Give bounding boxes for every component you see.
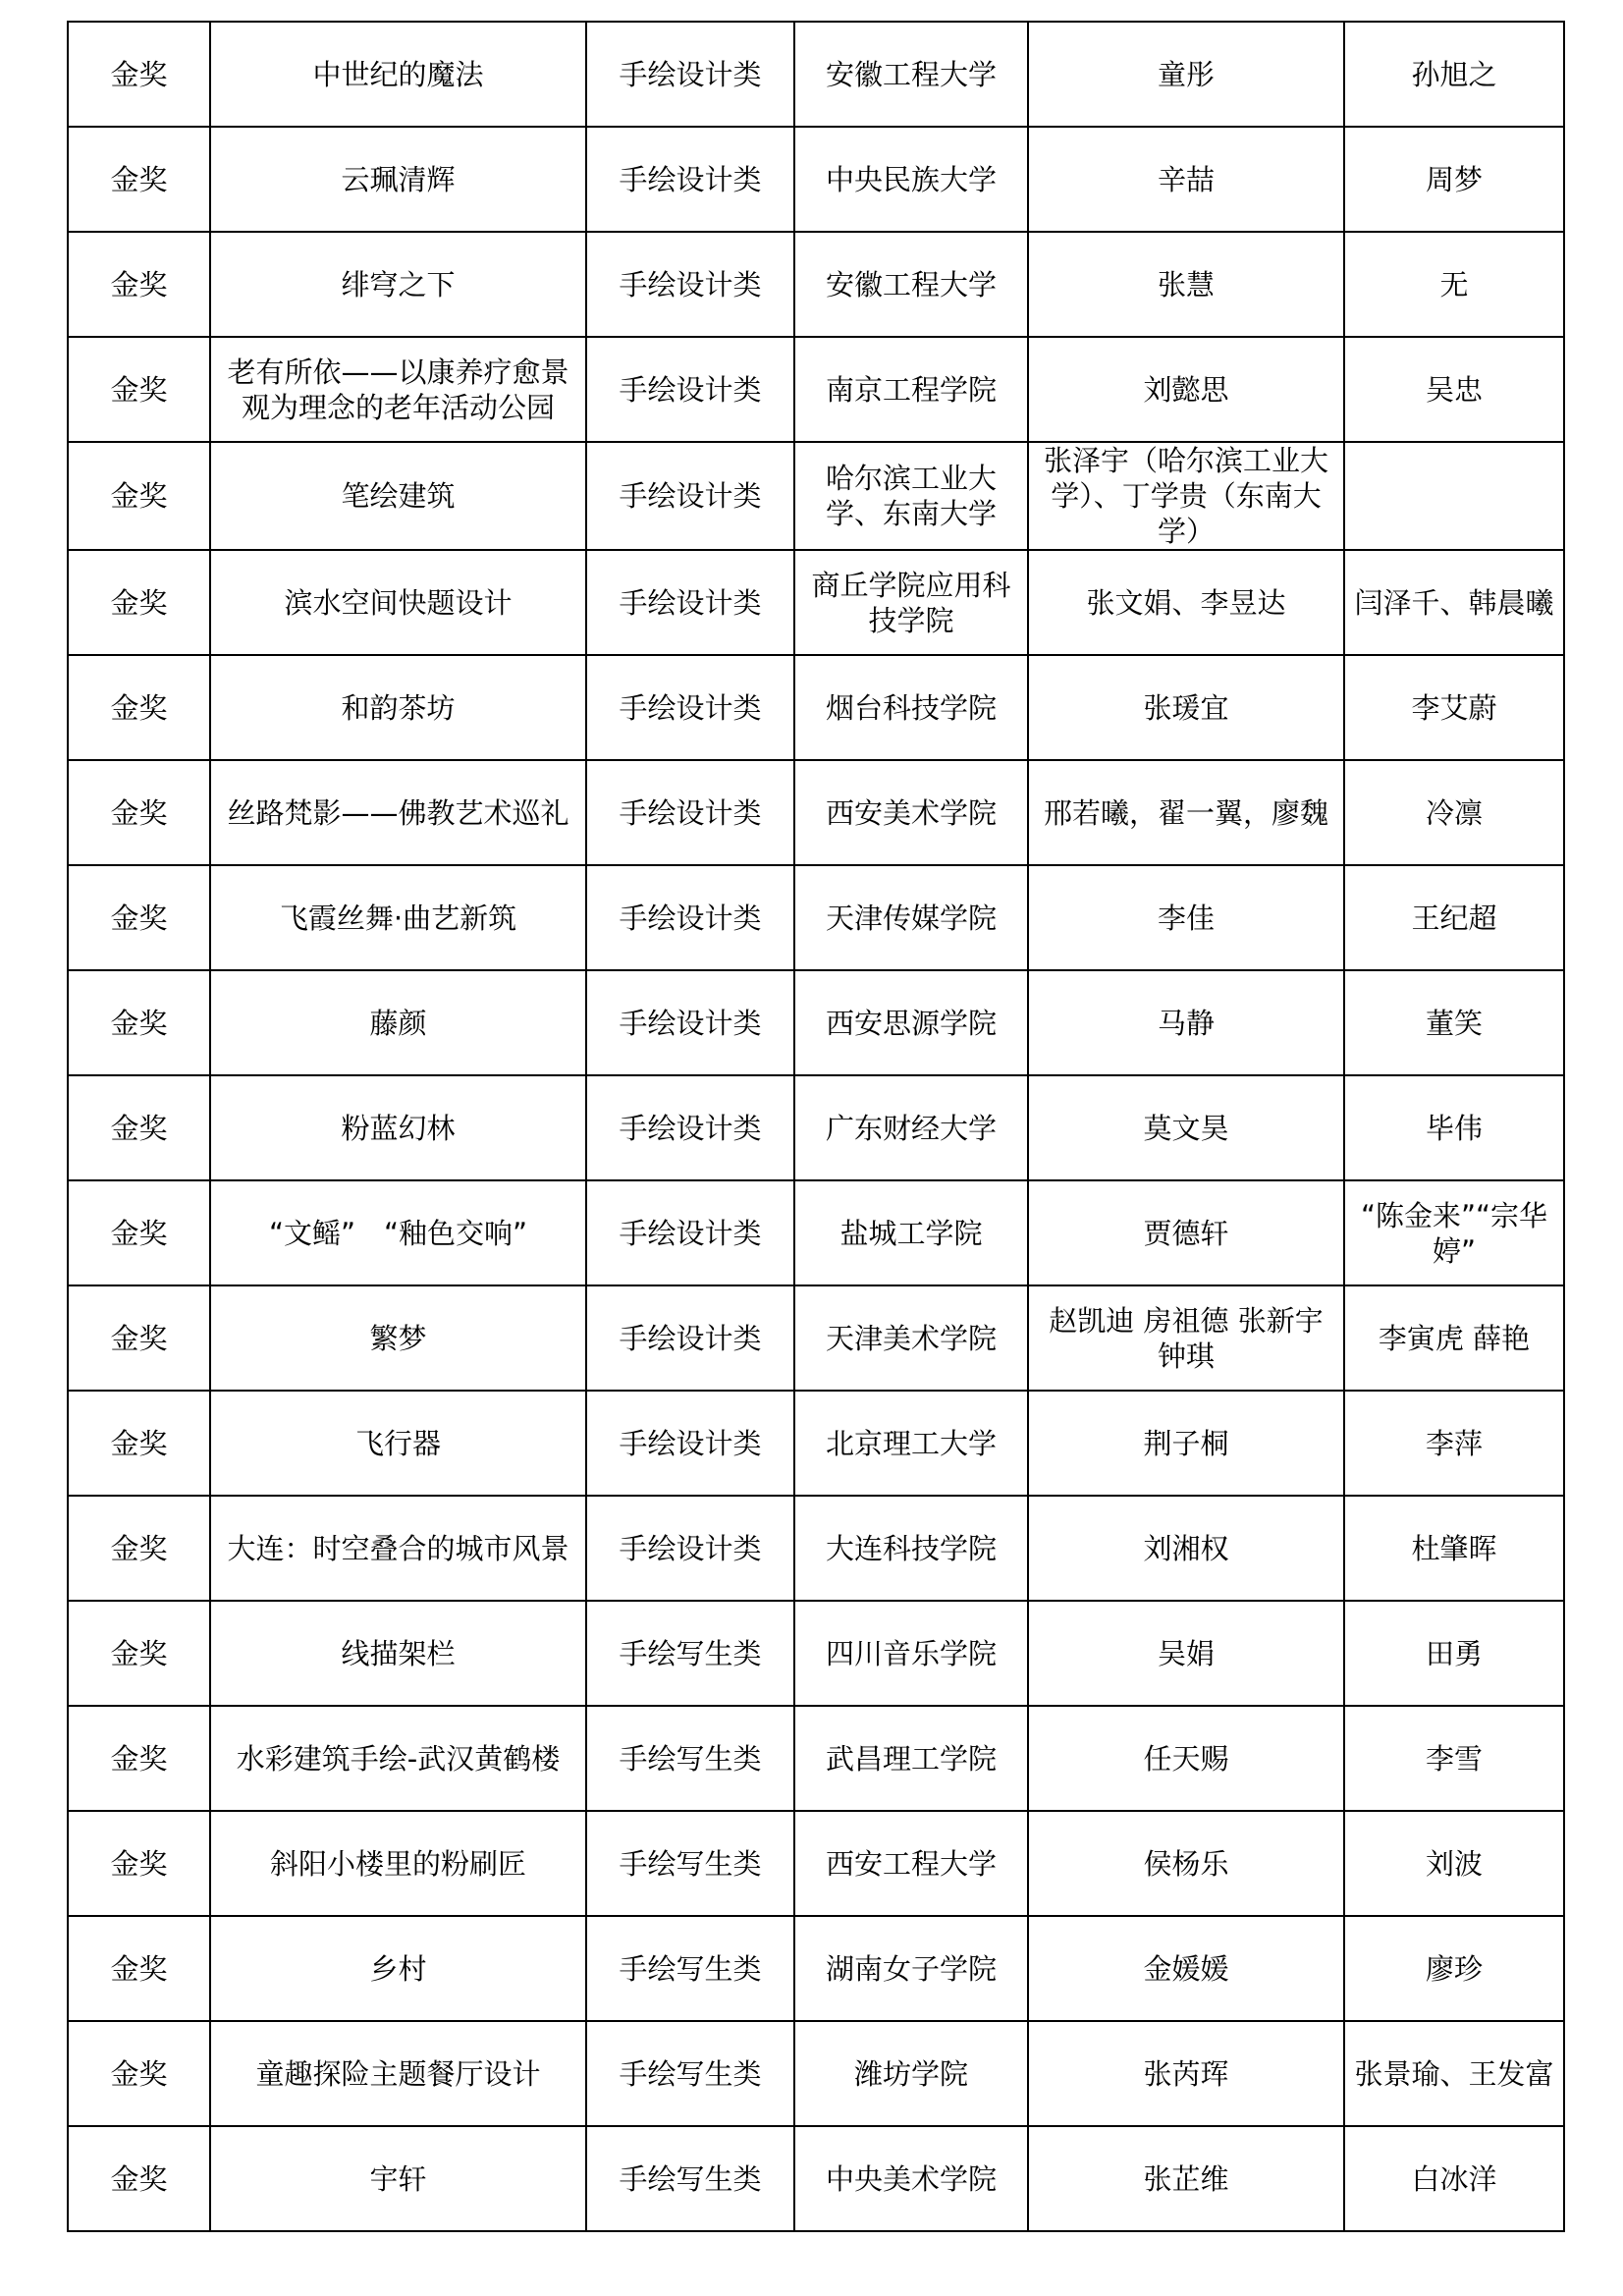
category-cell: 手绘写生类 [586, 1811, 794, 1916]
teacher-cell: 李艾蔚 [1344, 655, 1564, 760]
award-cell: 金奖 [68, 760, 210, 865]
school-cell: 西安工程大学 [794, 1811, 1028, 1916]
title-cell: 线描架栏 [210, 1601, 586, 1706]
teacher-cell: 李萍 [1344, 1391, 1564, 1496]
school-cell: 四川音乐学院 [794, 1601, 1028, 1706]
table-row [68, 1180, 1564, 1285]
teacher-cell: 周梦 [1344, 127, 1564, 232]
teacher-cell: 冷凛 [1344, 760, 1564, 865]
table-row [68, 1075, 1564, 1180]
award-cell: 金奖 [68, 1075, 210, 1180]
category-cell: 手绘设计类 [586, 1180, 794, 1285]
title-cell: 云珮清辉 [210, 127, 586, 232]
table-row [68, 22, 1564, 127]
table-row [68, 550, 1564, 655]
teacher-cell: 白冰洋 [1344, 2126, 1564, 2231]
teacher-cell: 孙旭之 [1344, 22, 1564, 127]
category-cell: 手绘设计类 [586, 337, 794, 442]
award-cell: 金奖 [68, 655, 210, 760]
award-cell: 金奖 [68, 1916, 210, 2021]
award-cell: 金奖 [68, 1285, 210, 1391]
award-cell: 金奖 [68, 865, 210, 970]
table-row [68, 1706, 1564, 1811]
title-cell: 繁梦 [210, 1285, 586, 1391]
title-cell: 滨水空间快题设计 [210, 550, 586, 655]
table-row [68, 760, 1564, 865]
table-row [68, 2126, 1564, 2231]
title-cell: 笔绘建筑 [210, 442, 586, 550]
school-cell: 武昌理工学院 [794, 1706, 1028, 1811]
category-cell: 手绘设计类 [586, 550, 794, 655]
school-cell: 天津传媒学院 [794, 865, 1028, 970]
school-cell: 北京理工大学 [794, 1391, 1028, 1496]
school-cell: 哈尔滨工业大学、东南大学 [794, 442, 1028, 550]
student-cell: 童彤 [1028, 22, 1344, 127]
category-cell: 手绘设计类 [586, 1285, 794, 1391]
student-cell: 张芷维 [1028, 2126, 1344, 2231]
table-row [68, 1496, 1564, 1601]
teacher-cell: 董笑 [1344, 970, 1564, 1075]
category-cell: 手绘设计类 [586, 1075, 794, 1180]
teacher-cell: 王纪超 [1344, 865, 1564, 970]
student-cell: 张泽宇（哈尔滨工业大学）、丁学贵（东南大学） [1028, 442, 1344, 550]
category-cell: 手绘写生类 [586, 2126, 794, 2231]
student-cell: 刘湘权 [1028, 1496, 1344, 1601]
category-cell: 手绘设计类 [586, 865, 794, 970]
student-cell: 张瑗宜 [1028, 655, 1344, 760]
school-cell: 西安思源学院 [794, 970, 1028, 1075]
school-cell: 南京工程学院 [794, 337, 1028, 442]
school-cell: 安徽工程大学 [794, 22, 1028, 127]
award-cell: 金奖 [68, 2126, 210, 2231]
award-cell: 金奖 [68, 232, 210, 337]
title-cell: 丝路梵影——佛教艺术巡礼 [210, 760, 586, 865]
table-row [68, 442, 1564, 550]
title-cell: 和韵茶坊 [210, 655, 586, 760]
table-row [68, 970, 1564, 1075]
award-cell: 金奖 [68, 550, 210, 655]
teacher-cell: 李雪 [1344, 1706, 1564, 1811]
award-cell: 金奖 [68, 1601, 210, 1706]
award-cell: 金奖 [68, 127, 210, 232]
table-row [68, 655, 1564, 760]
student-cell: 吴娟 [1028, 1601, 1344, 1706]
title-cell: 宇轩 [210, 2126, 586, 2231]
student-cell: 张芮珲 [1028, 2021, 1344, 2126]
title-cell: 大连：时空叠合的城市风景 [210, 1496, 586, 1601]
title-cell: 飞行器 [210, 1391, 586, 1496]
school-cell: 大连科技学院 [794, 1496, 1028, 1601]
teacher-cell: 杜肇晖 [1344, 1496, 1564, 1601]
award-cell: 金奖 [68, 1180, 210, 1285]
student-cell: 荆子桐 [1028, 1391, 1344, 1496]
award-list-table [67, 21, 1565, 2232]
table-row [68, 1285, 1564, 1391]
table-row [68, 232, 1564, 337]
school-cell: 烟台科技学院 [794, 655, 1028, 760]
student-cell: 张文娟、李昱达 [1028, 550, 1344, 655]
category-cell: 手绘设计类 [586, 22, 794, 127]
teacher-cell [1344, 442, 1564, 550]
title-cell: 粉蓝幻林 [210, 1075, 586, 1180]
teacher-cell: 闫泽千、韩晨曦 [1344, 550, 1564, 655]
title-cell: 水彩建筑手绘-武汉黄鹤楼 [210, 1706, 586, 1811]
student-cell: 刘懿思 [1028, 337, 1344, 442]
award-cell: 金奖 [68, 337, 210, 442]
school-cell: 商丘学院应用科技学院 [794, 550, 1028, 655]
student-cell: 李佳 [1028, 865, 1344, 970]
title-cell: 藤颜 [210, 970, 586, 1075]
student-cell: 金媛媛 [1028, 1916, 1344, 2021]
award-table-body [68, 22, 1564, 2231]
teacher-cell: 廖珍 [1344, 1916, 1564, 2021]
teacher-cell: 无 [1344, 232, 1564, 337]
category-cell: 手绘设计类 [586, 1496, 794, 1601]
school-cell: 中央民族大学 [794, 127, 1028, 232]
category-cell: 手绘设计类 [586, 442, 794, 550]
category-cell: 手绘设计类 [586, 655, 794, 760]
student-cell: 侯杨乐 [1028, 1811, 1344, 1916]
student-cell: 马静 [1028, 970, 1344, 1075]
title-cell: “文鳐” “釉色交响” [210, 1180, 586, 1285]
table-row [68, 865, 1564, 970]
title-cell: 童趣探险主题餐厅设计 [210, 2021, 586, 2126]
award-cell: 金奖 [68, 442, 210, 550]
table-row [68, 1916, 1564, 2021]
award-cell: 金奖 [68, 1811, 210, 1916]
category-cell: 手绘设计类 [586, 1391, 794, 1496]
school-cell: 湖南女子学院 [794, 1916, 1028, 2021]
award-cell: 金奖 [68, 1706, 210, 1811]
table-row [68, 1811, 1564, 1916]
school-cell: 中央美术学院 [794, 2126, 1028, 2231]
school-cell: 广东财经大学 [794, 1075, 1028, 1180]
title-cell: 乡村 [210, 1916, 586, 2021]
category-cell: 手绘写生类 [586, 1706, 794, 1811]
student-cell: 辛喆 [1028, 127, 1344, 232]
table-row [68, 2021, 1564, 2126]
title-cell: 斜阳小楼里的粉刷匠 [210, 1811, 586, 1916]
table-row [68, 1391, 1564, 1496]
student-cell: 贾德轩 [1028, 1180, 1344, 1285]
teacher-cell: “陈金来”“宗华婷” [1344, 1180, 1564, 1285]
title-cell: 绯穹之下 [210, 232, 586, 337]
teacher-cell: 毕伟 [1344, 1075, 1564, 1180]
student-cell: 赵凯迪 房祖德 张新宇 钟琪 [1028, 1285, 1344, 1391]
teacher-cell: 刘波 [1344, 1811, 1564, 1916]
category-cell: 手绘写生类 [586, 2021, 794, 2126]
title-cell: 中世纪的魔法 [210, 22, 586, 127]
title-cell: 老有所依——以康养疗愈景观为理念的老年活动公园 [210, 337, 586, 442]
award-cell: 金奖 [68, 1391, 210, 1496]
award-cell: 金奖 [68, 970, 210, 1075]
student-cell: 邢若曦，翟一翼，廖魏 [1028, 760, 1344, 865]
category-cell: 手绘设计类 [586, 232, 794, 337]
award-cell: 金奖 [68, 22, 210, 127]
teacher-cell: 田勇 [1344, 1601, 1564, 1706]
award-cell: 金奖 [68, 1496, 210, 1601]
table-row [68, 337, 1564, 442]
school-cell: 潍坊学院 [794, 2021, 1028, 2126]
category-cell: 手绘写生类 [586, 1916, 794, 2021]
category-cell: 手绘写生类 [586, 1601, 794, 1706]
school-cell: 天津美术学院 [794, 1285, 1028, 1391]
student-cell: 莫文昊 [1028, 1075, 1344, 1180]
teacher-cell: 张景瑜、王发富 [1344, 2021, 1564, 2126]
teacher-cell: 李寅虎 薛艳 [1344, 1285, 1564, 1391]
teacher-cell: 吴忠 [1344, 337, 1564, 442]
school-cell: 盐城工学院 [794, 1180, 1028, 1285]
student-cell: 张慧 [1028, 232, 1344, 337]
table-row [68, 1601, 1564, 1706]
student-cell: 任天赐 [1028, 1706, 1344, 1811]
title-cell: 飞霞丝舞·曲艺新筑 [210, 865, 586, 970]
school-cell: 西安美术学院 [794, 760, 1028, 865]
category-cell: 手绘设计类 [586, 970, 794, 1075]
award-cell: 金奖 [68, 2021, 210, 2126]
category-cell: 手绘设计类 [586, 760, 794, 865]
table-row [68, 127, 1564, 232]
category-cell: 手绘设计类 [586, 127, 794, 232]
school-cell: 安徽工程大学 [794, 232, 1028, 337]
